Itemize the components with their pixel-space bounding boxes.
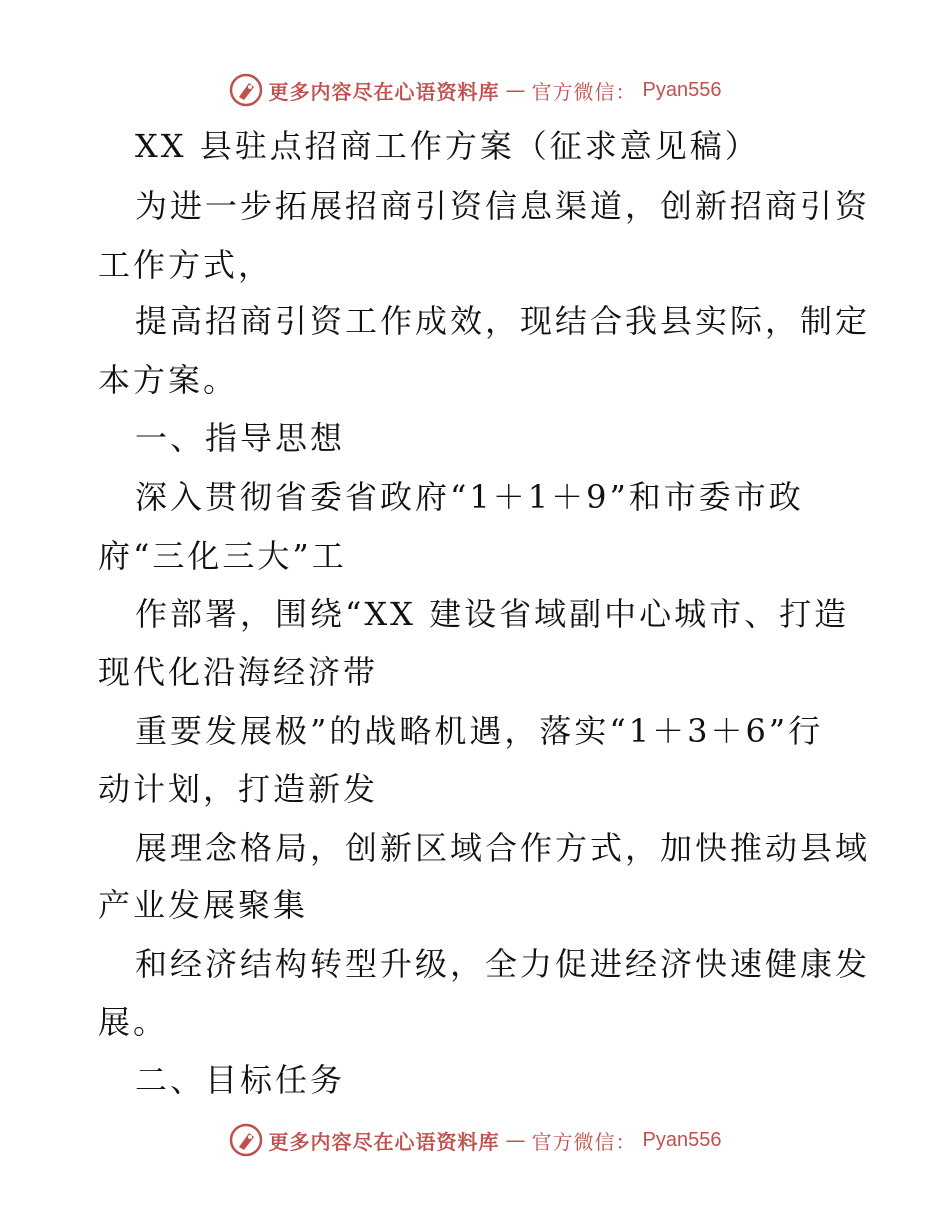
paragraph-line: 现代化沿海经济带 xyxy=(98,653,379,691)
paragraph-line: 展。 xyxy=(98,1003,169,1041)
pen-nib-logo-icon xyxy=(229,1123,263,1157)
watermark-wechat-id: Pyan556 xyxy=(642,1128,722,1151)
watermark-footer xyxy=(0,1120,950,1160)
paragraph-line: 产业发展聚集 xyxy=(98,886,309,924)
document-title: XX 县驻点招商工作方案（征求意见稿） xyxy=(135,127,760,165)
paragraph-line: 本方案。 xyxy=(98,361,239,399)
paragraph-line: 为进一步拓展招商引资信息渠道，创新招商引资 xyxy=(135,187,871,225)
watermark-header xyxy=(0,70,950,110)
section-heading: 一、指导思想 xyxy=(135,419,346,457)
watermark-wechat-label: 官方微信： xyxy=(531,1129,637,1154)
section-heading: 二、目标任务 xyxy=(135,1061,346,1099)
watermark-text: 更多内容尽在心语资料库 xyxy=(268,79,500,104)
watermark-text: 更多内容尽在心语资料库 xyxy=(268,1129,500,1154)
paragraph-line: 展理念格局，创新区域合作方式，加快推动县域 xyxy=(135,829,871,867)
paragraph-line: 重要发展极”的战略机遇，落实“1＋3＋6”行 xyxy=(135,712,824,750)
pen-nib-logo-icon xyxy=(229,73,263,107)
watermark-dash: — xyxy=(505,1128,526,1152)
paragraph-line: 提高招商引资工作成效，现结合我县实际，制定 xyxy=(135,302,871,340)
watermark-wechat-id: Pyan556 xyxy=(642,78,722,101)
paragraph-line: 府“三化三大”工 xyxy=(98,537,347,575)
watermark-dash: — xyxy=(505,78,526,102)
watermark-wechat-label: 官方微信： xyxy=(531,79,637,104)
paragraph-line: 动计划，打造新发 xyxy=(98,770,379,808)
paragraph-line: 和经济结构转型升级，全力促进经济快速健康发 xyxy=(135,945,871,983)
paragraph-line: 深入贯彻省委省政府“1＋1＋9”和市委市政 xyxy=(135,478,804,516)
paragraph-line: 作部署，围绕“XX 建设省域副中心城市、打造 xyxy=(135,595,850,633)
paragraph-line: 工作方式， xyxy=(98,246,274,284)
